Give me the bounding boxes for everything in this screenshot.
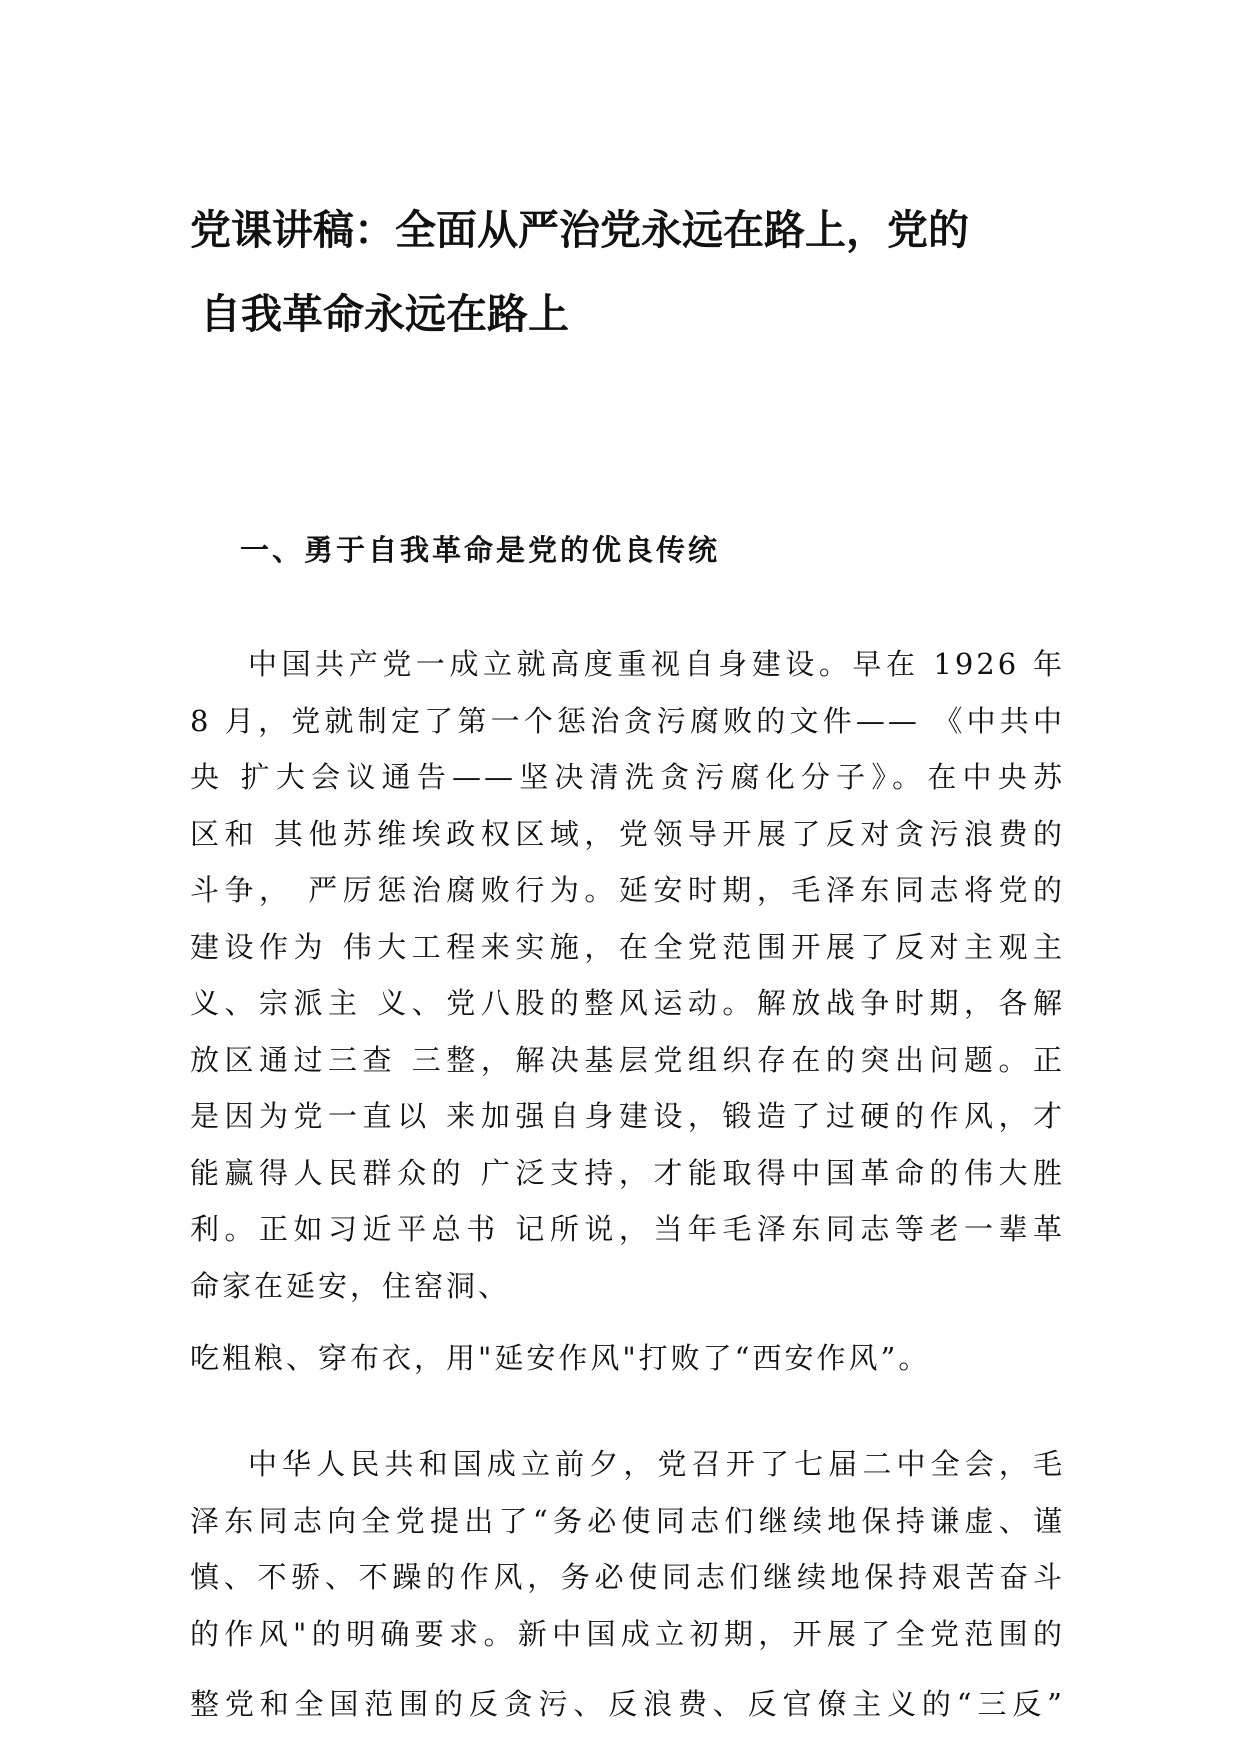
paragraph-4 [190, 1676, 1065, 1733]
paragraph-line: 区和 其他苏维埃政权区域，党领导开展了反对贪污浪费的 [190, 816, 1065, 851]
paragraph-line: 建设作为 伟大工程来实施，在全党范围开展了反对主观主 [190, 929, 1065, 964]
paragraph-line: 8 月，党就制定了第一个惩治贪污腐败的文件—— 《中共中 [190, 703, 1065, 738]
paragraph-line: 整党和全国范围的反贪污、反浪费、反官僚主义的“三反” [190, 1687, 1065, 1721]
paragraph-line: 命家在延安，住窑洞、 [190, 1268, 511, 1303]
title-line: 党课讲稿：全面从严治党永远在路上，党的 [190, 206, 969, 254]
paragraph-line: 能赢得人民群众的 广泛支持，才能取得中国革命的伟大胜 [190, 1155, 1065, 1190]
paragraph-1 [190, 636, 1065, 1314]
paragraph-line: 中国共产党一成立就高度重视自身建设。早在 1926 年 [248, 647, 1065, 681]
document-title [190, 188, 1070, 356]
paragraph-line: 泽东同志向全党提出了“务必使同志们继续地保持谦虚、谨 [190, 1503, 1065, 1538]
paragraph-2 [190, 1330, 1065, 1387]
section-heading: 一、勇于自我革命是党的优良传统 [240, 533, 721, 567]
paragraph-line: 放区通过三查 三整，解决基层党组织存在的突出问题。正 [190, 1042, 1065, 1077]
paragraph-line: 央 扩大会议通告——坚决清洗贪污腐化分子》。在中央苏 [190, 760, 1065, 794]
paragraph-line: 中华人民共和国成立前夕，党召开了七届二中全会，毛 [248, 1447, 1065, 1481]
title-line: 自我革命永远在路上 [200, 290, 569, 338]
paragraph-3 [190, 1436, 1065, 1662]
paragraph-line: 吃粗粮、穿布衣，用"延安作风"打败了“西安作风”。 [190, 1341, 931, 1375]
paragraph-line: 慎、不骄、不躁的作风，务必使同志们继续地保持艰苦奋斗 [190, 1560, 1065, 1594]
paragraph-line: 斗争， 严厉惩治腐败行为。延安时期，毛泽东同志将党的 [190, 873, 1065, 907]
paragraph-line: 是因为党一直以 来加强自身建设，锻造了过硬的作风，才 [190, 1099, 1065, 1133]
paragraph-line: 利。正如习近平总书 记所说，当年毛泽东同志等老一辈革 [190, 1212, 1065, 1246]
paragraph-line: 的作风"的明确要求。新中国成立初期，开展了全党范围的 [190, 1616, 1065, 1651]
paragraph-line: 义、宗派主 义、党八股的整风运动。解放战争时期，各解 [190, 986, 1065, 1020]
